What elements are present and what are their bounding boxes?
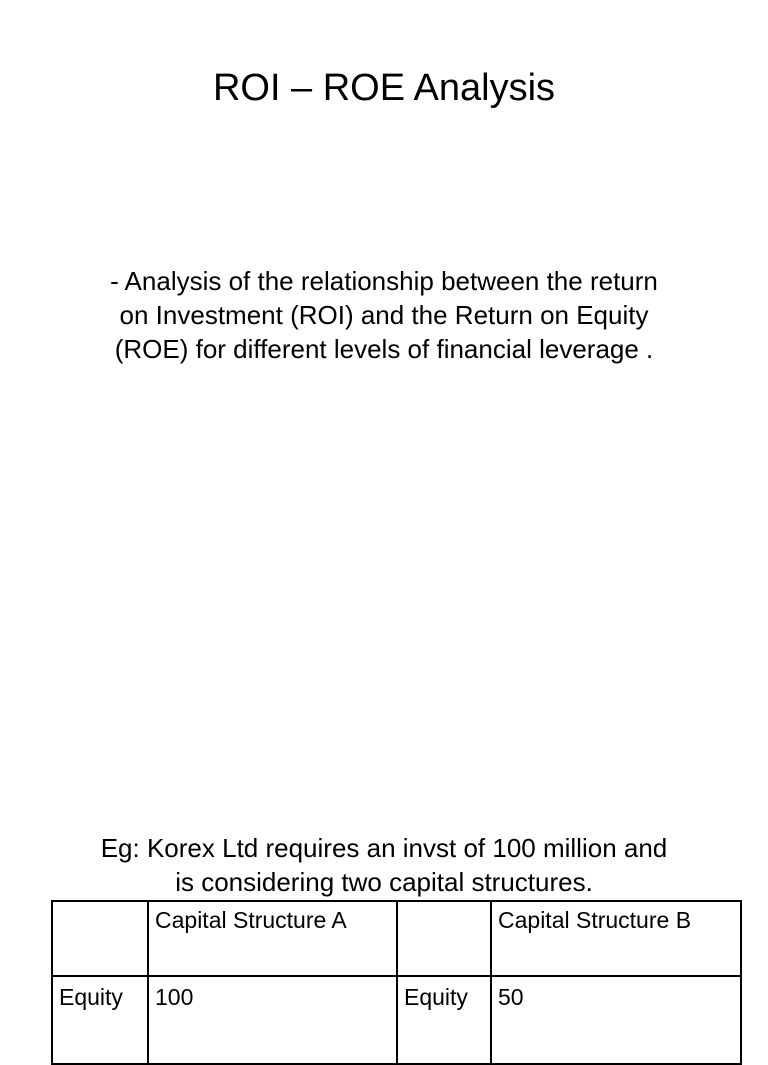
slide-title: ROI – ROE Analysis: [212, 67, 556, 109]
description-text: [40, 264, 728, 366]
capital-structure-table: [51, 900, 742, 1065]
table-header-cell: Capital Structure A: [148, 901, 397, 976]
table-header-row: [52, 901, 741, 976]
table-header-cell: [397, 901, 491, 976]
table-header-cell: [52, 901, 148, 976]
table-cell: Equity: [397, 976, 491, 1064]
table-cell: 50: [491, 976, 741, 1064]
example-line: is considering two capital structures.: [175, 867, 593, 897]
example-text: [20, 831, 748, 899]
example-line: Eg: Korex Ltd requires an invst of 100 million and: [100, 833, 668, 863]
table-header-cell: Capital Structure B: [491, 901, 741, 976]
table-cell: 100: [148, 976, 397, 1064]
table-cell: Equity: [52, 976, 148, 1064]
description-line: on Investment (ROI) and the Return on Equity: [119, 300, 649, 330]
table-row: [52, 976, 741, 1064]
description-line: - Analysis of the relationship between the return: [110, 266, 658, 296]
description-line: (ROE) for different levels of financial leverage .: [114, 334, 654, 364]
